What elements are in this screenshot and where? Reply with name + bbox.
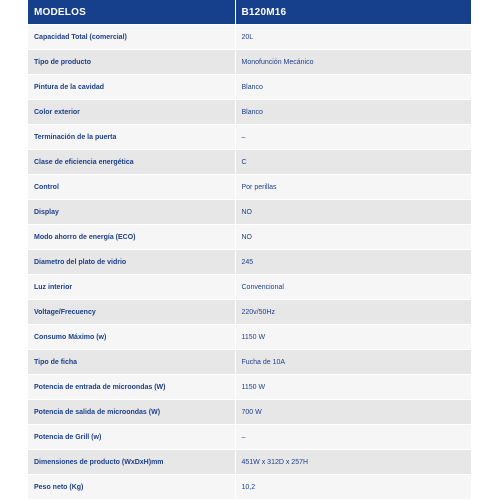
spec-label: Terminación de la puerta xyxy=(28,125,235,150)
spec-label: Tipo de ficha xyxy=(28,350,235,375)
spec-value: 700 W xyxy=(235,400,471,425)
header-model-code: B120M16 xyxy=(235,0,471,25)
spec-value: Convencional xyxy=(235,275,471,300)
spec-label: Luz interior xyxy=(28,275,235,300)
table-row xyxy=(28,475,471,500)
table-row xyxy=(28,250,471,275)
spec-value: 1150 W xyxy=(235,325,471,350)
spec-label: Diametro del plato de vidrio xyxy=(28,250,235,275)
spec-label: Potencia de Grill (w) xyxy=(28,425,235,450)
table-row xyxy=(28,375,471,400)
table-row xyxy=(28,125,471,150)
spec-label: Capacidad Total (comercial) xyxy=(28,25,235,50)
table-row xyxy=(28,350,471,375)
spec-value: 1150 W xyxy=(235,375,471,400)
spec-value: NO xyxy=(235,200,471,225)
table-row xyxy=(28,225,471,250)
spec-table xyxy=(28,0,471,499)
spec-label: Potencia de entrada de microondas (W) xyxy=(28,375,235,400)
spec-value: Blanco xyxy=(235,100,471,125)
spec-label: Modo ahorro de energía (ECO) xyxy=(28,225,235,250)
spec-label: Voltage/Frecuency xyxy=(28,300,235,325)
spec-value: C xyxy=(235,150,471,175)
spec-label: Display xyxy=(28,200,235,225)
spec-value: Fucha de 10A xyxy=(235,350,471,375)
spec-label: Control xyxy=(28,175,235,200)
table-row xyxy=(28,150,471,175)
table-row xyxy=(28,425,471,450)
spec-label: Potencia de salida de microondas (W) xyxy=(28,400,235,425)
table-row xyxy=(28,400,471,425)
spec-label: Color exterior xyxy=(28,100,235,125)
spec-value: 245 xyxy=(235,250,471,275)
spec-value: 10,2 xyxy=(235,475,471,500)
spec-value: 220v/50Hz xyxy=(235,300,471,325)
table-row xyxy=(28,75,471,100)
table-row xyxy=(28,275,471,300)
header-models: MODELOS xyxy=(28,0,235,25)
spec-value: NO xyxy=(235,225,471,250)
table-row xyxy=(28,50,471,75)
spec-label: Pintura de la cavidad xyxy=(28,75,235,100)
table-row xyxy=(28,200,471,225)
spec-label: Peso neto (Kg) xyxy=(28,475,235,500)
spec-value: 20L xyxy=(235,25,471,50)
table-row xyxy=(28,450,471,475)
spec-value: Blanco xyxy=(235,75,471,100)
spec-value: Por perillas xyxy=(235,175,471,200)
spec-table-header xyxy=(28,0,471,25)
spec-label: Clase de eficiencia energética xyxy=(28,150,235,175)
spec-value: 451W x 312D x 257H xyxy=(235,450,471,475)
table-row xyxy=(28,300,471,325)
table-row xyxy=(28,175,471,200)
spec-value: Monofunción Mecánico xyxy=(235,50,471,75)
spec-value: – xyxy=(235,425,471,450)
spec-value: – xyxy=(235,125,471,150)
table-row xyxy=(28,100,471,125)
spec-label: Tipo de producto xyxy=(28,50,235,75)
spec-table-body xyxy=(28,25,471,500)
spec-label: Consumo Máximo (w) xyxy=(28,325,235,350)
header-row xyxy=(28,0,471,25)
table-row xyxy=(28,25,471,50)
table-row xyxy=(28,325,471,350)
spec-label: Dimensiones de producto (WxDxH)mm xyxy=(28,450,235,475)
